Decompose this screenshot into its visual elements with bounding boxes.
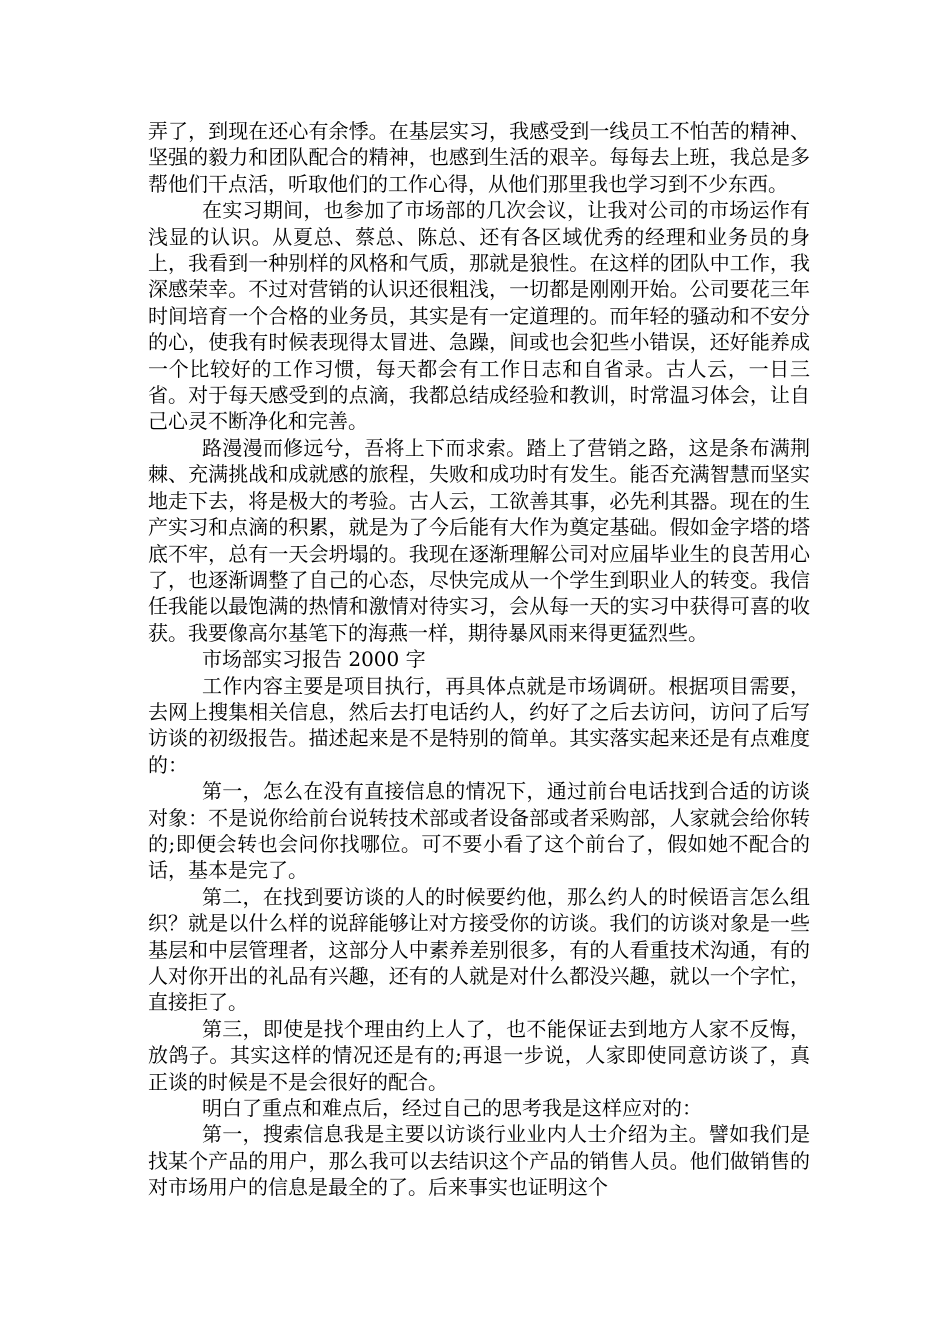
- paragraph-6: 第一，怎么在没有直接信息的情况下，通过前台电话找到合适的访谈对象：不是说你给前台说转技术部或者设备部或者采购部，人家就会给你转的;即便会转也会问你找哪位。可不要小看了这个前台了，假如她不配合的话，基本是完了。: [148, 779, 810, 883]
- section-heading: 市场部实习报告 2000 字: [202, 647, 426, 672]
- paragraph-7: 第二，在找到要访谈的人的时候要约他，那么约人的时候语言怎么组织？就是以什么样的说辞能够让对方接受你的访谈。我们的访谈对象是一些基层和中层管理者，这部分人中素养差别很多，有的人看重技术沟通，有的人对你开出的礼品有兴趣，还有的人就是对什么都没兴趣，就以一个字忙，直接拒了。: [148, 884, 810, 1015]
- paragraph-2: 在实习期间，也参加了市场部的几次会议，让我对公司的市场运作有浅显的认识。从夏总、蔡总、陈总、还有各区域优秀的经理和业务员的身上，我看到一种别样的风格和气质，那就是狼性。在这样的团队中工作，我深感荣幸。不过对营销的认识还很粗浅，一切都是刚刚开始。公司要花三年时间培育一个合格的业务员，其实是有一定道理的。而年轻的骚动和不安分的心，使我有时候表现得太冒进、急躁，间或也会犯些小错误，还好能养成一个比较好的工作习惯，每天都会有工作日志和自省录。古人云，一日三省。对于每天感受到的点滴，我都总结成经验和教训，时常温习体会，让自己心灵不断净化和完善。: [148, 198, 810, 434]
- paragraph-5: 工作内容主要是项目执行，再具体点就是市场调研。根据项目需要，去网上搜集相关信息，然后去打电话约人，约好了之后去访问，访问了后写访谈的初级报告。描述起来是不是特别的简单。其实落实起来还是有点难度的：: [148, 673, 810, 777]
- paragraph-1: 弄了，到现在还心有余悸。在基层实习，我感受到一线员工不怕苦的精神、坚强的毅力和团队配合的精神，也感到生活的艰辛。每每去上班，我总是多帮他们干点活，听取他们的工作心得，从他们那里我也学习到不少东西。: [148, 119, 810, 196]
- paragraph-10: 第一，搜索信息我是主要以访谈行业业内人士介绍为主。譬如我们是找某个产品的用户，那么我可以去结识这个产品的销售人员。他们做销售的对市场用户的信息是最全的了。后来事实也证明这个: [148, 1122, 810, 1200]
- document-body: [148, 118, 810, 1201]
- paragraph-8: 第三，即使是找个理由约上人了，也不能保证去到地方人家不反悔，放鸽子。其实这样的情况还是有的;再退一步说，人家即使同意访谈了，真正谈的时候是不是会很好的配合。: [148, 1016, 810, 1094]
- paragraph-9: 明白了重点和难点后，经过自己的思考我是这样应对的：: [202, 1096, 702, 1121]
- paragraph-3: 路漫漫而修远兮，吾将上下而求索。踏上了营销之路，这是条布满荆棘、充满挑战和成就感的旅程，失败和成功时有发生。能否充满智慧而坚实地走下去，将是极大的考验。古人云，工欲善其事，必先利其器。现在的生产实习和点滴的积累，就是为了今后能有大作为奠定基础。假如金字塔的塔底不牢，总有一天会坍塌的。我现在逐渐理解公司对应届毕业生的良苦用心了，也逐渐调整了自己的心态，尽快完成从一个学生到职业人的转变。我信任我能以最饱满的热情和激情对待实习，会从每一天的实习中获得可喜的收获。我要像高尔基笔下的海燕一样，期待暴风雨来得更猛烈些。: [148, 435, 810, 645]
